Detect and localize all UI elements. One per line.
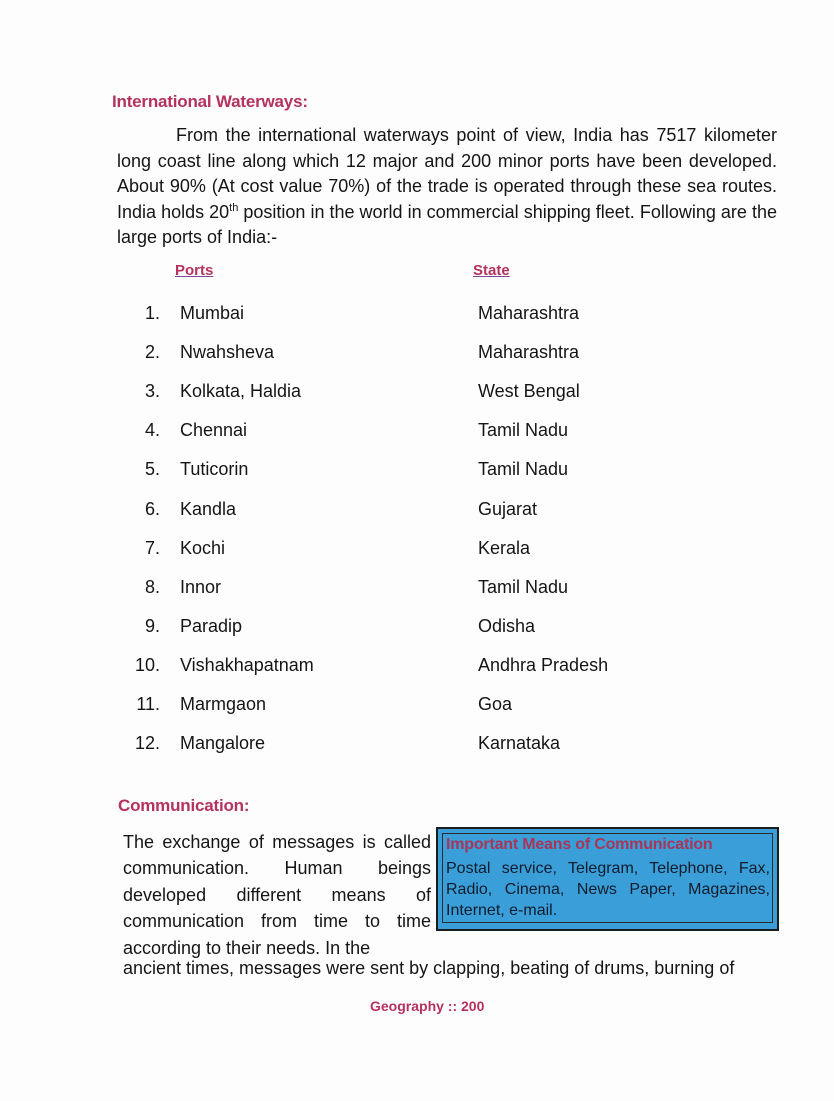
- port-number: 1.: [144, 303, 160, 323]
- port-row: [0, 381, 834, 407]
- communication-means-box-inner: [442, 833, 773, 923]
- port-row: [0, 499, 834, 525]
- port-state: Odisha: [478, 615, 536, 636]
- port-number: 5.: [144, 459, 160, 480]
- port-row: [0, 303, 834, 329]
- port-state: Tamil Nadu: [478, 420, 569, 441]
- port-name: Kandla: [180, 498, 237, 519]
- port-state: Andhra Pradesh: [478, 654, 609, 675]
- port-number: 12.: [134, 733, 160, 754]
- page-footer: Geography :: 200: [370, 998, 485, 1014]
- port-name: Mumbai: [180, 303, 245, 323]
- port-number: 9.: [144, 615, 160, 636]
- communication-means-list: Postal service, Telegram, Telephone, Fax, Radio, Cinema, News Paper, Magazines, Internet, e-mail.: [446, 860, 770, 919]
- port-name: Tuticorin: [180, 459, 249, 480]
- port-state: Gujarat: [478, 498, 538, 519]
- port-row: [0, 655, 834, 681]
- communication-means-box: [436, 827, 779, 931]
- port-row: [0, 342, 834, 368]
- port-number: 6.: [144, 498, 160, 519]
- port-number: 4.: [144, 420, 160, 441]
- port-name: Chennai: [180, 420, 248, 441]
- port-name: Kochi: [180, 537, 226, 558]
- port-number: 11.: [136, 694, 160, 714]
- port-name: Paradip: [180, 615, 243, 636]
- port-state: Goa: [478, 694, 513, 714]
- port-state: Karnataka: [478, 733, 561, 754]
- port-number: 3.: [144, 381, 160, 402]
- port-state: Tamil Nadu: [478, 459, 569, 480]
- communication-means-title: Important Means of Communication: [446, 836, 713, 853]
- port-name: Kolkata, Haldia: [180, 381, 302, 402]
- state-column-header: State: [473, 262, 510, 279]
- port-state: Maharashtra: [478, 303, 580, 323]
- port-number: 10.: [134, 654, 160, 675]
- port-state: Maharashtra: [478, 342, 580, 363]
- port-number: 7.: [144, 537, 160, 558]
- port-number: 8.: [144, 576, 160, 597]
- communication-paragraph: The exchange of messages is called communication. Human beings developed different means of communication from time to time according to their needs. In the: [123, 832, 431, 958]
- port-row: [0, 577, 834, 603]
- port-state: Kerala: [478, 537, 531, 558]
- port-row: [0, 616, 834, 642]
- port-row: [0, 459, 834, 485]
- port-row: [0, 733, 834, 759]
- waterways-text-2: position in the world in commercial shipping fleet. Following are the large ports of India:-: [117, 201, 777, 247]
- port-name: Marmgaon: [180, 694, 267, 714]
- port-state: West Bengal: [478, 381, 580, 402]
- communication-heading: Communication:: [118, 796, 250, 815]
- port-row: [0, 420, 834, 446]
- ordinal-suffix: th: [229, 201, 239, 214]
- port-name: Nwahsheva: [180, 342, 275, 363]
- communication-last-line: ancient times, messages were sent by clapping, beating of drums, burning of: [123, 958, 735, 978]
- ports-column-header: Ports: [175, 262, 214, 279]
- port-name: Mangalore: [180, 733, 266, 754]
- port-name: Innor: [180, 576, 222, 597]
- port-number: 2.: [144, 342, 160, 363]
- waterways-text-1: From the international waterways point of view, India has 7517 kilometer long coast line along which 12 major and 200 minor ports have been developed. About 90% (At cost value 70%) of the trade is operated through these sea routes. India holds 20: [117, 125, 777, 222]
- port-name: Vishakhapatnam: [180, 654, 314, 675]
- port-row: [0, 538, 834, 564]
- waterways-paragraph: [117, 123, 777, 251]
- waterways-heading: International Waterways:: [112, 92, 308, 111]
- port-state: Tamil Nadu: [478, 576, 569, 597]
- port-row: [0, 694, 834, 720]
